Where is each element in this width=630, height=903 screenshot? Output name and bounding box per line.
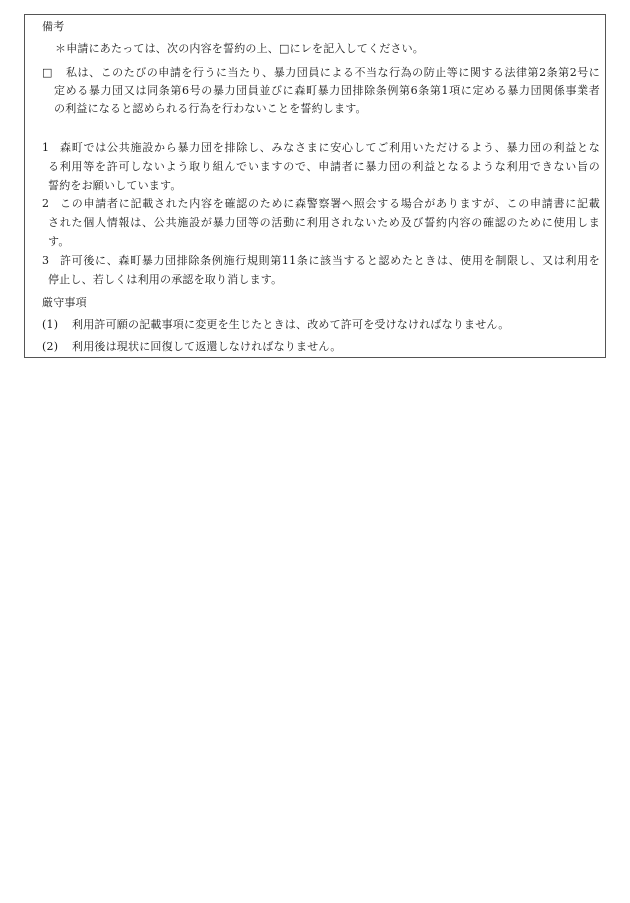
item-number: 3: [42, 254, 50, 267]
notes-heading: 備考: [42, 20, 65, 33]
rule-number: (2): [42, 340, 59, 353]
pledge-line: 私は、このたびの申請を行うに当たり、暴力団員による不当な行為の防止等に関する法律第2条第2号に: [66, 66, 600, 79]
item-number: 2: [42, 197, 50, 210]
rule-number: (1): [42, 318, 59, 331]
rule-text: 利用後は現状に回復して返還しなければなりません。: [72, 340, 342, 353]
item-line: 森町では公共施設から暴力団を排除し、みなさまに安心してご利用いただけるよう、暴力団の利益とな: [60, 141, 600, 154]
item-line: 許可後に、森町暴力団排除条例施行規則第11条に該当すると認めたときは、使用を制限し、又は利用を: [60, 254, 600, 267]
item-line: る利用等を許可しないよう取り組んでいますので、申請者に暴力団の利益となるような利用できない旨の: [48, 160, 600, 173]
item-line: 誓約をお願いしています。: [48, 179, 182, 192]
instruction-text: ＊申請にあたっては、次の内容を誓約の上、□にレを記入してください。: [55, 42, 424, 55]
rule-text: 利用許可願の記載事項に変更を生じたときは、改めて許可を受けなければなりません。: [72, 318, 510, 331]
rules-heading: 厳守事項: [42, 296, 87, 309]
item-line: この申請者に記載された内容を確認のために森警察署へ照会する場合がありますが、この申請書に記載: [60, 197, 600, 210]
item-line: す。: [48, 235, 70, 248]
pledge-line: 定める暴力団又は同条第6号の暴力団員並びに森町暴力団排除条例第6条第1項に定める暴力団関係事業者: [54, 84, 600, 97]
pledge-line: の利益になると認められる行為を行わないことを誓約します。: [54, 102, 367, 115]
item-line: 停止し、若しくは利用の承認を取り消します。: [48, 273, 283, 286]
item-number: 1: [42, 141, 50, 154]
item-line: された個人情報は、公共施設が暴力団等の活動に利用されないため及び誓約内容の確認のために使用しま: [48, 216, 600, 229]
pledge-checkbox[interactable]: □: [42, 66, 53, 79]
